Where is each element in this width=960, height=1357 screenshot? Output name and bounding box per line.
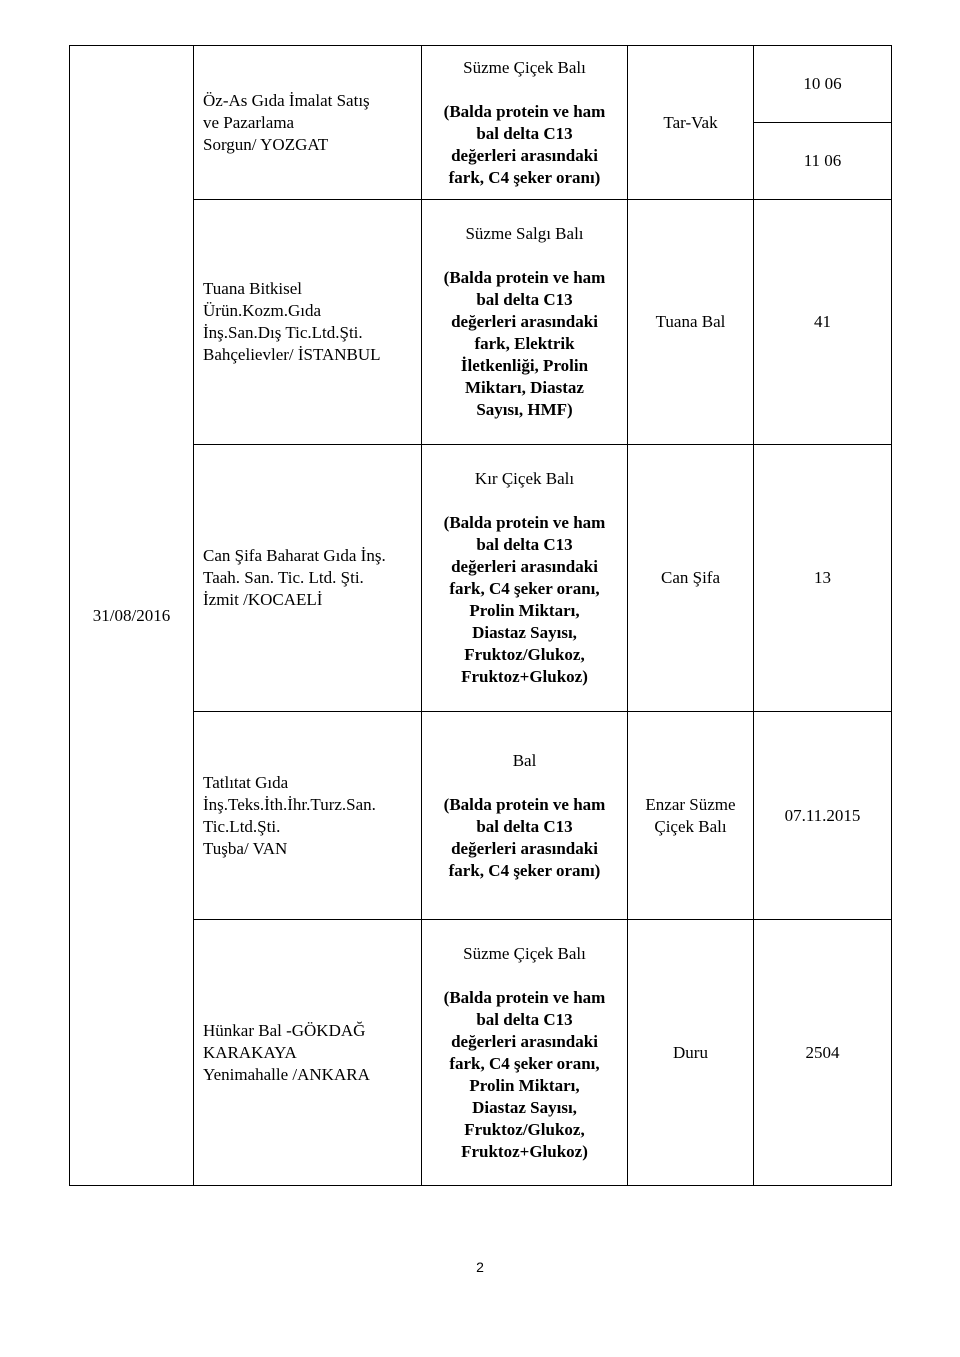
analysis-line: Fruktoz/Glukoz, <box>464 645 585 664</box>
company-cell <box>194 200 422 445</box>
brand-cell <box>628 445 754 712</box>
analysis-line: Prolin Miktarı, <box>469 601 580 620</box>
company-cell <box>194 46 422 200</box>
company-line: ve Pazarlama <box>203 112 295 132</box>
analysis-line: (Balda protein ve ham <box>443 513 606 532</box>
brand-line: Tuana Bal <box>655 312 726 331</box>
brand-line: Çiçek Balı <box>654 816 727 836</box>
analysis-line: Miktarı, Diastaz <box>465 378 584 397</box>
company-line: İnş.San.Dış Tic.Ltd.Şti. <box>203 323 363 342</box>
brand-cell <box>628 920 754 1186</box>
brand-line: Can Şifa <box>660 568 721 587</box>
brand-line: Duru <box>673 1042 708 1062</box>
product-name: Süzme Salgı Balı <box>465 224 584 243</box>
date-cell: 31/08/2016 <box>70 46 194 1186</box>
analysis-line: değerleri arasındaki <box>451 557 598 576</box>
brand-line: Tar-Vak <box>663 112 718 132</box>
company-line: KARAKAYA <box>203 1042 297 1062</box>
lot-cell: 13 <box>754 445 892 712</box>
product-name: Süzme Çiçek Balı <box>463 57 586 77</box>
company-line: Sorgun/ YOZGAT <box>203 134 329 154</box>
lot-cell: 41 <box>754 200 892 445</box>
company-line: Yenimahalle /ANKARA <box>203 1064 370 1084</box>
analysis-text <box>422 512 627 688</box>
analysis-line: (Balda protein ve ham <box>443 101 606 121</box>
company-cell <box>194 920 422 1186</box>
analysis-line: değerleri arasındaki <box>451 838 598 858</box>
analysis-text <box>422 267 627 421</box>
company-line: Bahçelievler/ İSTANBUL <box>203 345 381 364</box>
analysis-text <box>422 101 627 189</box>
product-name: Bal <box>512 750 537 770</box>
company-line: İzmit /KOCAELİ <box>203 590 323 609</box>
brand-line: Enzar Süzme <box>645 794 736 814</box>
analysis-line: Diastaz Sayısı, <box>472 623 577 642</box>
table-row <box>70 712 892 920</box>
analysis-line: fark, C4 şeker oranı) <box>448 860 601 880</box>
analysis-line: bal delta C13 <box>476 535 573 554</box>
analysis-text <box>422 794 627 882</box>
table-row <box>70 445 892 712</box>
analysis-line: bal delta C13 <box>476 1009 573 1029</box>
analysis-line: bal delta C13 <box>476 290 573 309</box>
company-line: Öz-As Gıda İmalat Satış <box>203 90 370 110</box>
company-line: Can Şifa Baharat Gıda İnş. <box>203 546 386 565</box>
lot-cell: 2504 <box>754 920 892 1186</box>
analysis-line: Fruktoz+Glukoz) <box>461 667 588 686</box>
product-cell <box>422 712 628 920</box>
company-cell <box>194 445 422 712</box>
company-line: Ürün.Kozm.Gıda <box>203 301 322 320</box>
product-name: Süzme Çiçek Balı <box>463 943 586 963</box>
lot-cell: 10 06 <box>754 46 892 123</box>
page-number: 2 <box>476 1259 484 1275</box>
product-cell <box>422 46 628 200</box>
table-row <box>70 46 892 123</box>
product-cell <box>422 445 628 712</box>
company-line: Tic.Ltd.Şti. <box>203 816 281 836</box>
analysis-line: bal delta C13 <box>476 123 573 143</box>
company-line: Taah. San. Tic. Ltd. Şti. <box>203 568 364 587</box>
analysis-line: (Balda protein ve ham <box>443 987 606 1007</box>
analysis-line: fark, C4 şeker oranı, <box>449 579 600 598</box>
company-line: Tuşba/ VAN <box>203 838 288 858</box>
company-line: İnş.Teks.İth.İhr.Turz.San. <box>203 794 376 814</box>
company-cell <box>194 712 422 920</box>
analysis-line: Diastaz Sayısı, <box>472 1097 577 1117</box>
analysis-line: Fruktoz+Glukoz) <box>461 1141 588 1161</box>
analysis-line: Sayısı, HMF) <box>476 400 573 419</box>
company-line: Tatlıtat Gıda <box>203 772 289 792</box>
analysis-line: (Balda protein ve ham <box>443 794 606 814</box>
analysis-line: Prolin Miktarı, <box>469 1075 580 1095</box>
product-cell <box>422 920 628 1186</box>
analysis-text <box>422 987 627 1163</box>
analysis-line: değerleri arasındaki <box>451 145 598 165</box>
company-line: Hünkar Bal -GÖKDAĞ <box>203 1020 366 1040</box>
company-line: Tuana Bitkisel <box>203 279 303 298</box>
product-name: Kır Çiçek Balı <box>474 469 575 488</box>
brand-cell <box>628 200 754 445</box>
analysis-line: bal delta C13 <box>476 816 573 836</box>
brand-cell <box>628 46 754 200</box>
analysis-line: fark, C4 şeker oranı, <box>449 1053 600 1073</box>
lot-cell: 07.11.2015 <box>754 712 892 920</box>
table-row <box>70 920 892 1186</box>
brand-cell <box>628 712 754 920</box>
analysis-line: değerleri arasındaki <box>451 312 598 331</box>
table-row <box>70 200 892 445</box>
analysis-line: fark, C4 şeker oranı) <box>448 167 601 187</box>
analysis-line: Fruktoz/Glukoz, <box>464 1119 585 1139</box>
product-cell <box>422 200 628 445</box>
analysis-line: (Balda protein ve ham <box>443 268 606 287</box>
results-table <box>69 45 892 1186</box>
analysis-line: İletkenliği, Prolin <box>460 356 589 375</box>
lot-cell: 11 06 <box>754 123 892 200</box>
analysis-line: fark, Elektrik <box>474 334 575 353</box>
analysis-line: değerleri arasındaki <box>451 1031 598 1051</box>
